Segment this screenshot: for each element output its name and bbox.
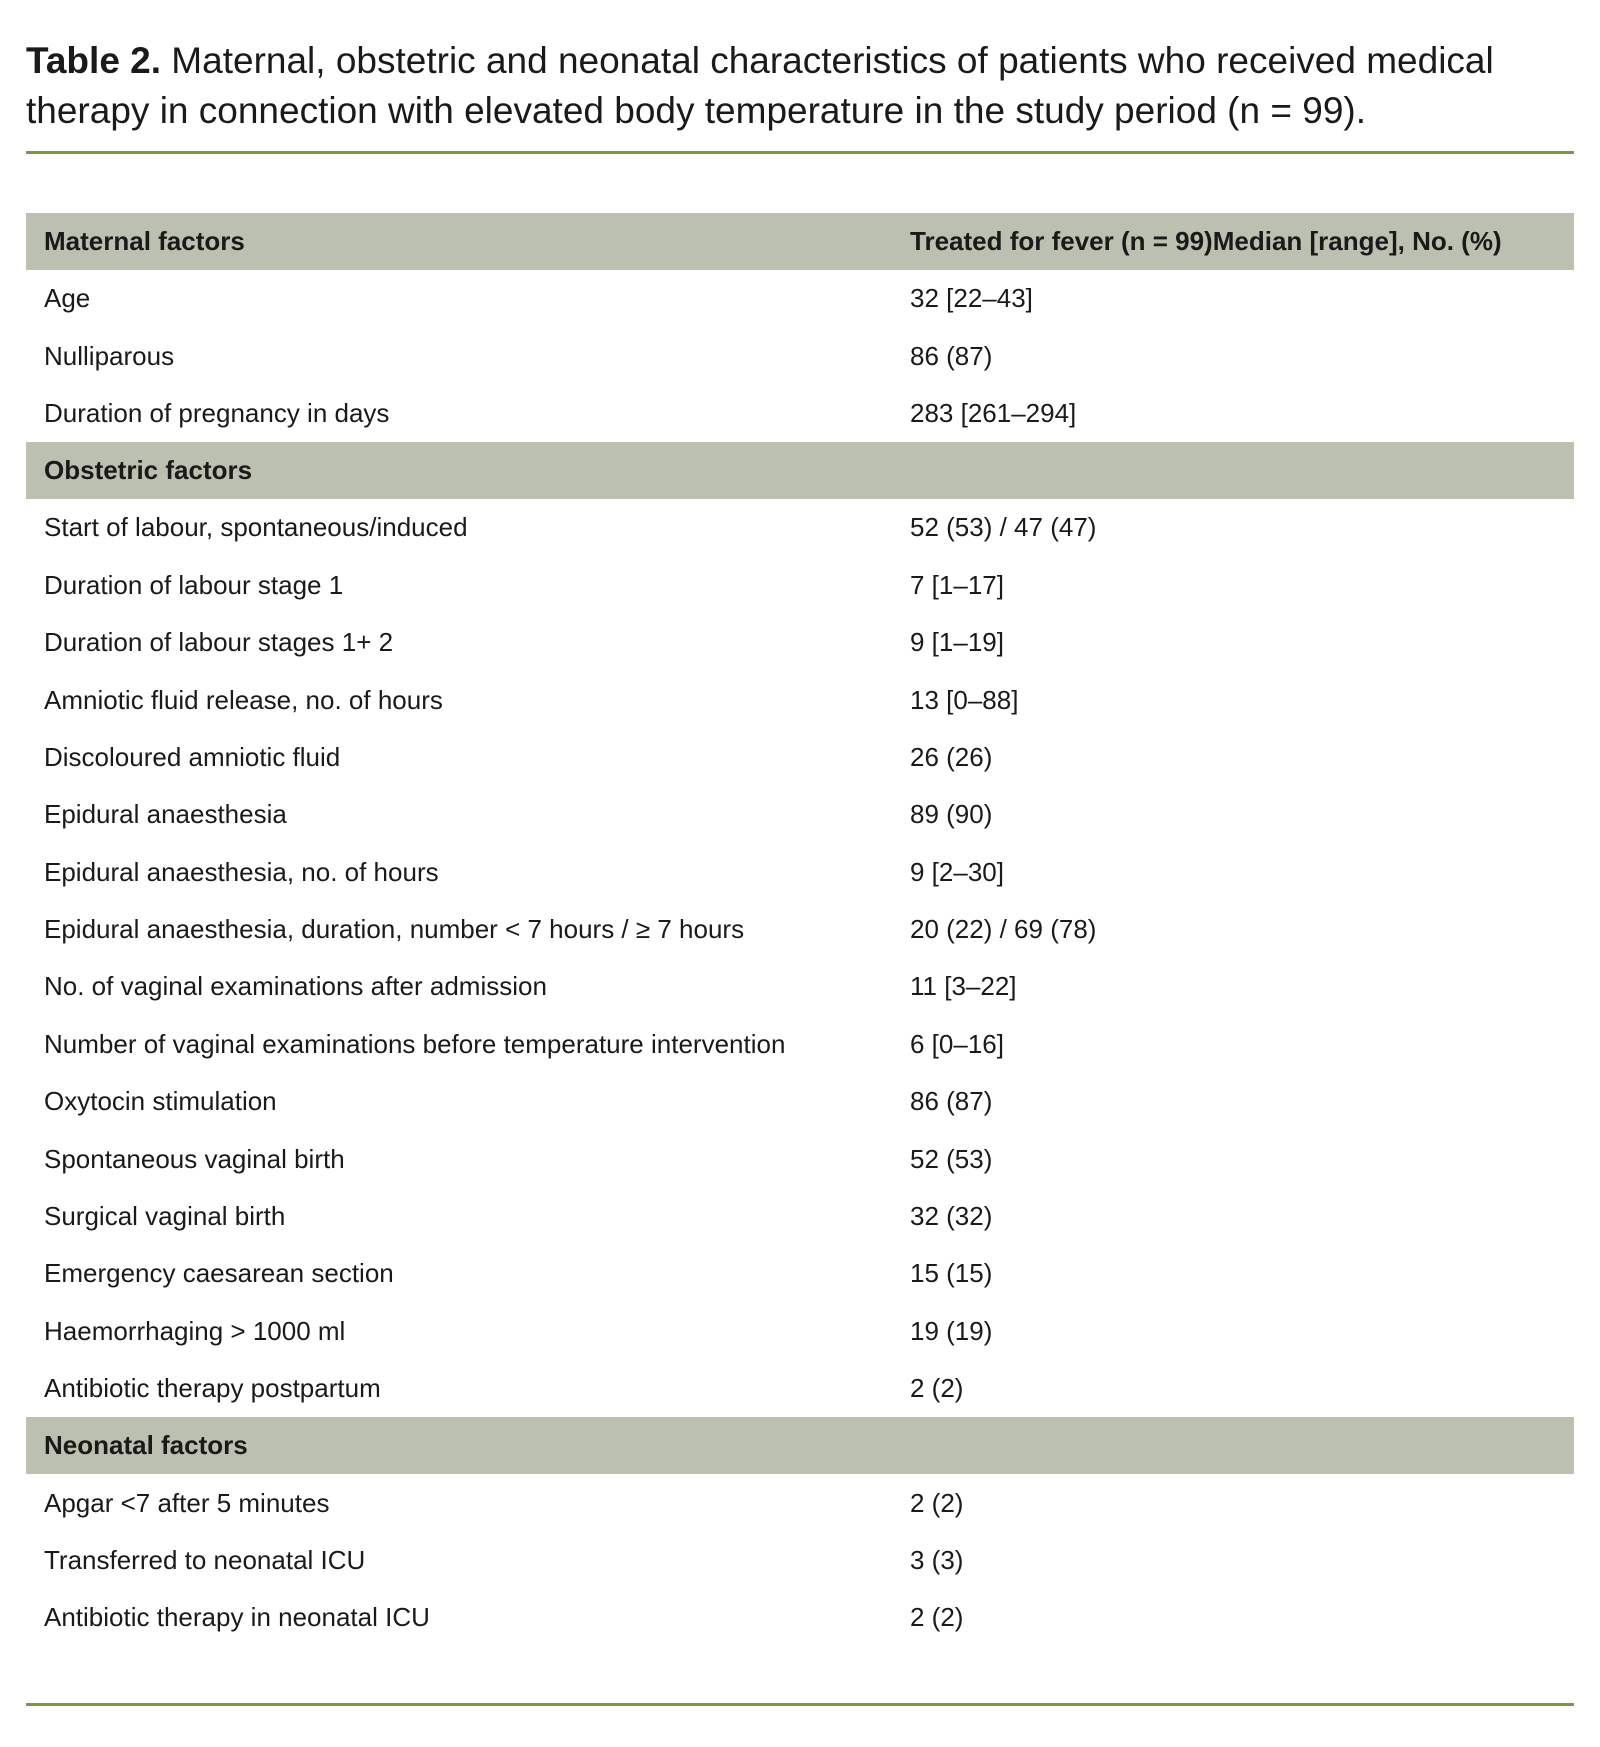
row-value: 89 (90)	[910, 799, 993, 830]
row-label: Duration of labour stage 1	[44, 569, 344, 600]
row-label: Duration of labour stages 1+ 2	[44, 627, 394, 658]
table-row	[26, 557, 1574, 614]
row-label: Age	[44, 283, 91, 314]
row-value: 52 (53)	[910, 1143, 993, 1174]
row-value: 6 [0–16]	[910, 1028, 1004, 1059]
table-row	[26, 958, 1574, 1015]
row-label: Epidural anaesthesia, duration, number < 7 hours / ≥ 7 hours	[44, 914, 745, 945]
row-label: Surgical vaginal birth	[44, 1201, 286, 1232]
row-label: Start of labour, spontaneous/induced	[44, 512, 468, 543]
row-value: 13 [0–88]	[910, 684, 1019, 715]
row-value: 9 [2–30]	[910, 856, 1004, 887]
table-row	[26, 1130, 1574, 1187]
row-value: 86 (87)	[910, 1086, 993, 1117]
row-value: 32 (32)	[910, 1201, 993, 1232]
row-value: 7 [1–17]	[910, 569, 1004, 600]
section-value-heading	[892, 1417, 1574, 1474]
table-row	[26, 270, 1574, 327]
table-row	[26, 729, 1574, 786]
section-header-row	[26, 442, 1574, 499]
table-row	[26, 1474, 1574, 1531]
table-row	[26, 385, 1574, 442]
table-row	[26, 901, 1574, 958]
section-header-row	[26, 213, 1574, 270]
table-caption-text: Maternal, obstetric and neonatal characteristics of patients who received medical therapy in connection with elevated body temperature in the study period (n = 99).	[26, 40, 1494, 131]
table-caption	[26, 36, 1576, 136]
row-value: 26 (26)	[910, 741, 993, 772]
table-body	[26, 213, 1574, 1647]
row-value: 2 (2)	[910, 1602, 964, 1633]
row-value: 15 (15)	[910, 1258, 993, 1289]
row-label: Epidural anaesthesia, no. of hours	[44, 856, 439, 887]
row-value: 2 (2)	[910, 1487, 964, 1518]
section-heading: Neonatal factors	[26, 1417, 892, 1474]
table-row	[26, 1016, 1574, 1073]
bottom-divider	[26, 1703, 1574, 1706]
row-label: Haemorrhaging > 1000 ml	[44, 1315, 346, 1346]
section-heading: Maternal factors	[26, 213, 892, 270]
row-label: Nulliparous	[44, 340, 175, 371]
row-label: Emergency caesarean section	[44, 1258, 394, 1289]
row-label: Amniotic fluid release, no. of hours	[44, 684, 443, 715]
row-value: 32 [22–43]	[910, 283, 1033, 314]
table-row	[26, 1303, 1574, 1360]
row-value: 20 (22) / 69 (78)	[910, 914, 1097, 945]
row-value: 2 (2)	[910, 1373, 964, 1404]
row-value: 9 [1–19]	[910, 627, 1004, 658]
table-row	[26, 1188, 1574, 1245]
row-label: Oxytocin stimulation	[44, 1086, 277, 1117]
row-label: Antibiotic therapy postpartum	[44, 1373, 381, 1404]
row-value: 86 (87)	[910, 340, 993, 371]
table-row	[26, 327, 1574, 384]
characteristics-table	[26, 213, 1574, 1647]
row-label: Duration of pregnancy in days	[44, 397, 390, 428]
table-row	[26, 1532, 1574, 1589]
top-divider	[26, 151, 1574, 154]
row-label: Transferred to neonatal ICU	[44, 1545, 366, 1575]
table-row	[26, 1360, 1574, 1417]
row-label: Spontaneous vaginal birth	[44, 1143, 345, 1174]
row-value: 11 [3–22]	[910, 971, 1017, 1002]
row-value: 19 (19)	[910, 1315, 993, 1346]
table-row	[26, 1245, 1574, 1302]
table-row	[26, 844, 1574, 901]
row-label: Number of vaginal examinations before temperature intervention	[44, 1028, 786, 1059]
section-header-row	[26, 1417, 1574, 1474]
row-label: Discoloured amniotic fluid	[44, 741, 341, 772]
table-caption-label: Table 2.	[26, 40, 162, 81]
section-value-heading: Treated for fever (n = 99)Median [range], No. (%)	[892, 213, 1574, 270]
row-label: No. of vaginal examinations after admission	[44, 971, 547, 1002]
table-row	[26, 671, 1574, 728]
table-row	[26, 1589, 1574, 1646]
table-row	[26, 786, 1574, 843]
row-value: 52 (53) / 47 (47)	[910, 512, 1097, 543]
table-row	[26, 1073, 1574, 1130]
row-label: Epidural anaesthesia	[44, 799, 287, 830]
row-label: Apgar <7 after 5 minutes	[44, 1487, 330, 1518]
section-value-heading	[892, 442, 1574, 499]
row-value: 3 (3)	[910, 1545, 964, 1575]
row-label: Antibiotic therapy in neonatal ICU	[44, 1602, 430, 1633]
table-row	[26, 499, 1574, 556]
row-value: 283 [261–294]	[910, 397, 1077, 428]
table-row	[26, 614, 1574, 671]
section-heading: Obstetric factors	[26, 442, 892, 499]
